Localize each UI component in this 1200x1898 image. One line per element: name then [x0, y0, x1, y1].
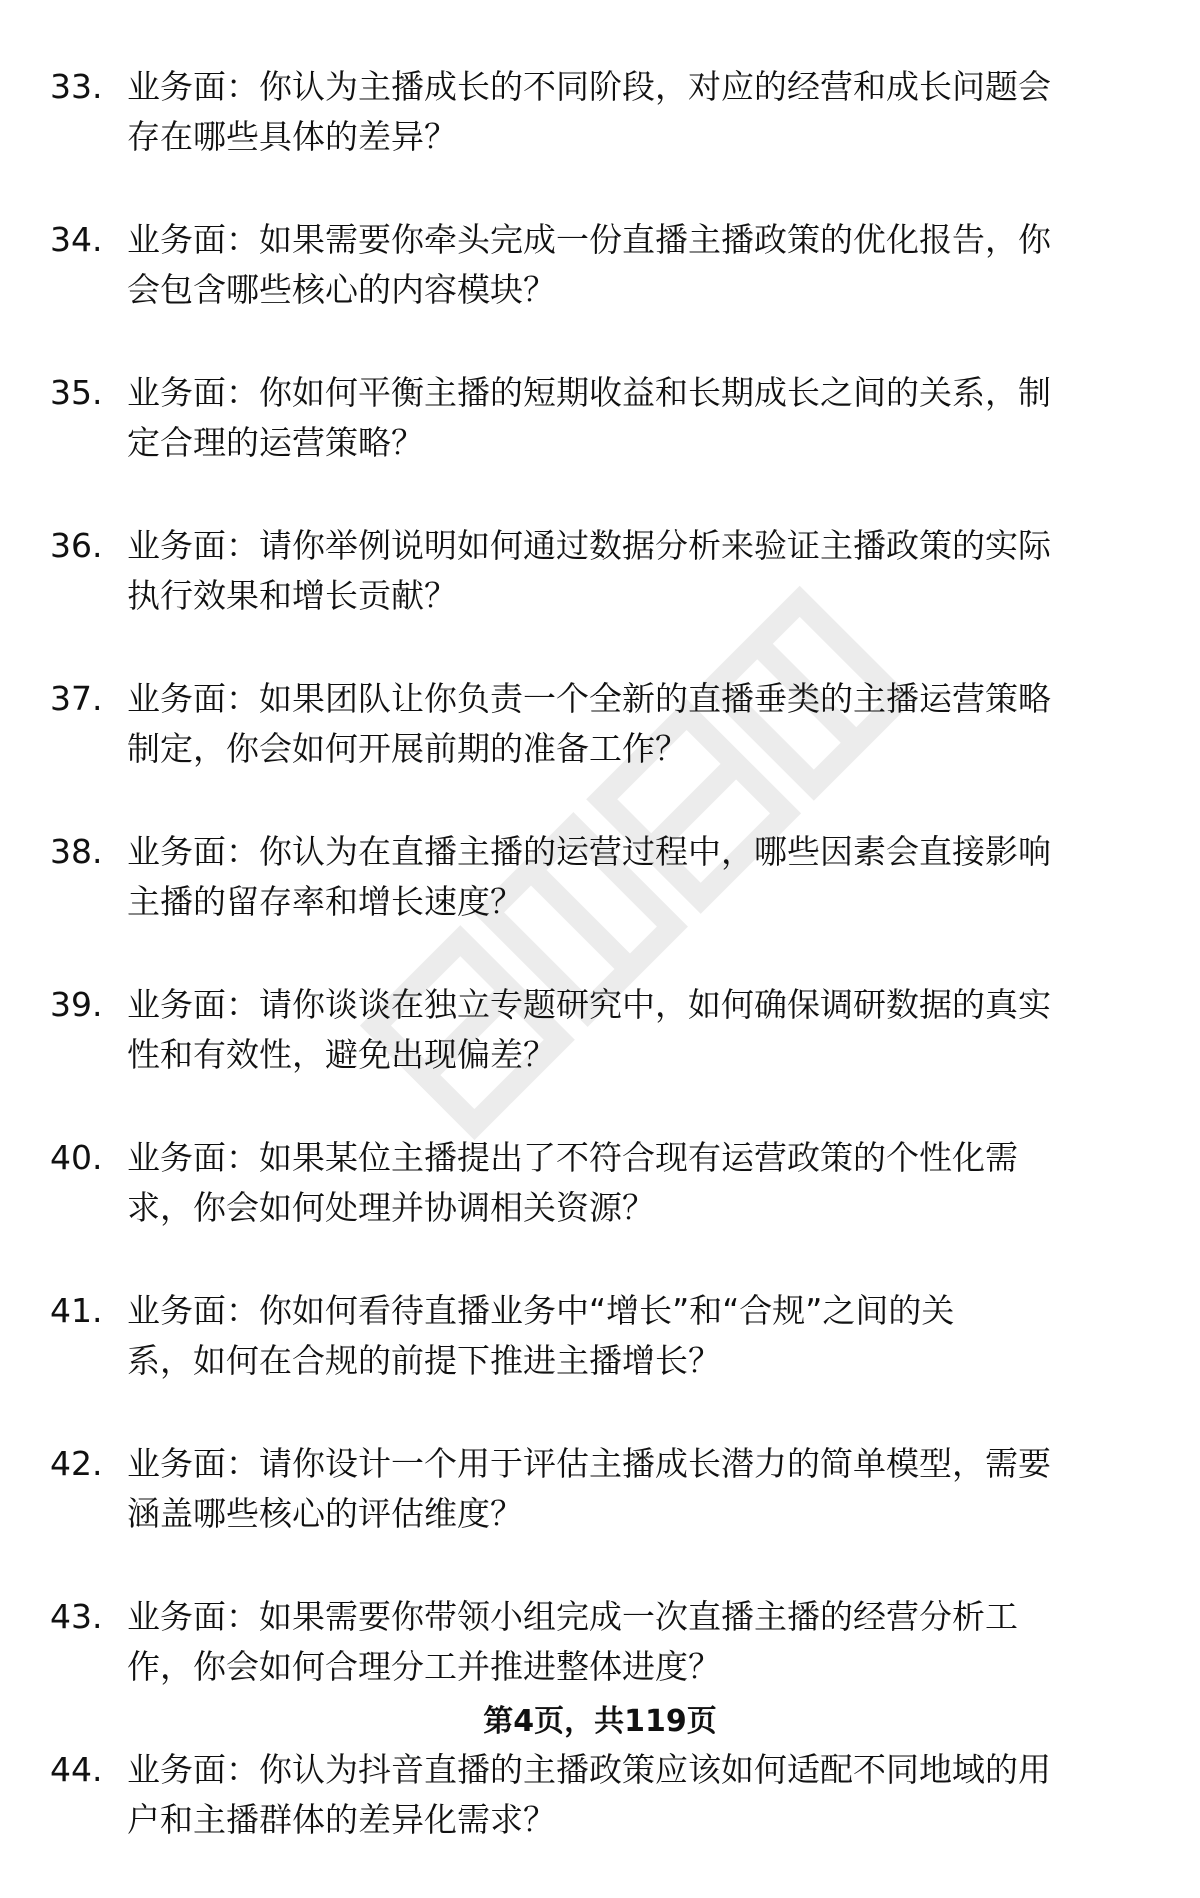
question-line: 业务面：你如何看待直播业务中“增长”和“合规”之间的关: [127, 1291, 955, 1330]
question-line: 业务面：如果需要你带领小组完成一次直播主播的经营分析工: [127, 1597, 1018, 1636]
list-item: [0, 980, 1200, 1133]
question-text: [127, 1439, 1157, 1539]
question-line: 系，如何在合规的前提下推进主播增长？: [127, 1341, 721, 1380]
question-number: 40.: [50, 1138, 103, 1177]
list-item: [0, 368, 1200, 521]
question-number: 41.: [50, 1291, 103, 1330]
question-text: [127, 1286, 1157, 1386]
list-item: [0, 1745, 1200, 1898]
question-number: 33.: [50, 67, 103, 106]
question-number: 38.: [50, 832, 103, 871]
question-text: [127, 980, 1157, 1080]
question-line: 作，你会如何合理分工并推进整体进度？: [127, 1647, 721, 1686]
list-item: [0, 827, 1200, 980]
question-text: [127, 521, 1157, 621]
question-line: 业务面：如果需要你牵头完成一份直播主播政策的优化报告，你: [127, 220, 1051, 259]
question-line: 业务面：请你谈谈在独立专题研究中，如何确保调研数据的真实: [127, 985, 1051, 1024]
question-text: [127, 1133, 1157, 1233]
question-line: 业务面：如果某位主播提出了不符合现有运营政策的个性化需: [127, 1138, 1018, 1177]
question-line: 会包含哪些核心的内容模块？: [127, 270, 556, 309]
question-line: 业务面：你认为主播成长的不同阶段，对应的经营和成长问题会: [127, 67, 1051, 106]
page-indicator: 第4页，共119页: [483, 1704, 717, 1739]
question-line: 定合理的运营策略？: [127, 423, 424, 462]
question-number: 37.: [50, 679, 103, 718]
question-text: [127, 674, 1157, 774]
question-number: 35.: [50, 373, 103, 412]
question-line: 存在哪些具体的差异？: [127, 117, 457, 156]
list-item: [0, 215, 1200, 368]
question-line: 业务面：你认为在直播主播的运营过程中，哪些因素会直接影响: [127, 832, 1051, 871]
question-text: [127, 827, 1157, 927]
question-text: [127, 1745, 1157, 1845]
question-line: 户和主播群体的差异化需求？: [127, 1800, 556, 1839]
question-number: 44.: [50, 1750, 103, 1789]
question-line: 涵盖哪些核心的评估维度？: [127, 1494, 523, 1533]
question-line: 求，你会如何处理并协调相关资源？: [127, 1188, 655, 1227]
question-line: 业务面：你认为抖音直播的主播政策应该如何适配不同地域的用: [127, 1750, 1051, 1789]
question-line: 业务面：请你设计一个用于评估主播成长潜力的简单模型，需要: [127, 1444, 1051, 1483]
list-item: [0, 1439, 1200, 1592]
list-item: [0, 1286, 1200, 1439]
question-line: 主播的留存率和增长速度？: [127, 882, 523, 921]
question-line: 业务面：如果团队让你负责一个全新的直播垂类的主播运营策略: [127, 679, 1051, 718]
list-item: [0, 674, 1200, 827]
question-line: 制定，你会如何开展前期的准备工作？: [127, 729, 688, 768]
list-item: [0, 62, 1200, 215]
question-text: [127, 368, 1157, 468]
question-line: 性和有效性，避免出现偏差？: [127, 1035, 556, 1074]
question-line: 业务面：你如何平衡主播的短期收益和长期成长之间的关系，制: [127, 373, 1051, 412]
list-item: [0, 521, 1200, 674]
question-list: [0, 62, 1200, 1898]
question-number: 36.: [50, 526, 103, 565]
question-number: 42.: [50, 1444, 103, 1483]
question-line: 业务面：请你举例说明如何通过数据分析来验证主播政策的实际: [127, 526, 1051, 565]
list-item: [0, 1133, 1200, 1286]
question-text: [127, 1592, 1157, 1692]
question-number: 39.: [50, 985, 103, 1024]
question-line: 执行效果和增长贡献？: [127, 576, 457, 615]
question-number: 34.: [50, 220, 103, 259]
question-text: [127, 62, 1157, 162]
question-number: 43.: [50, 1597, 103, 1636]
question-text: [127, 215, 1157, 315]
